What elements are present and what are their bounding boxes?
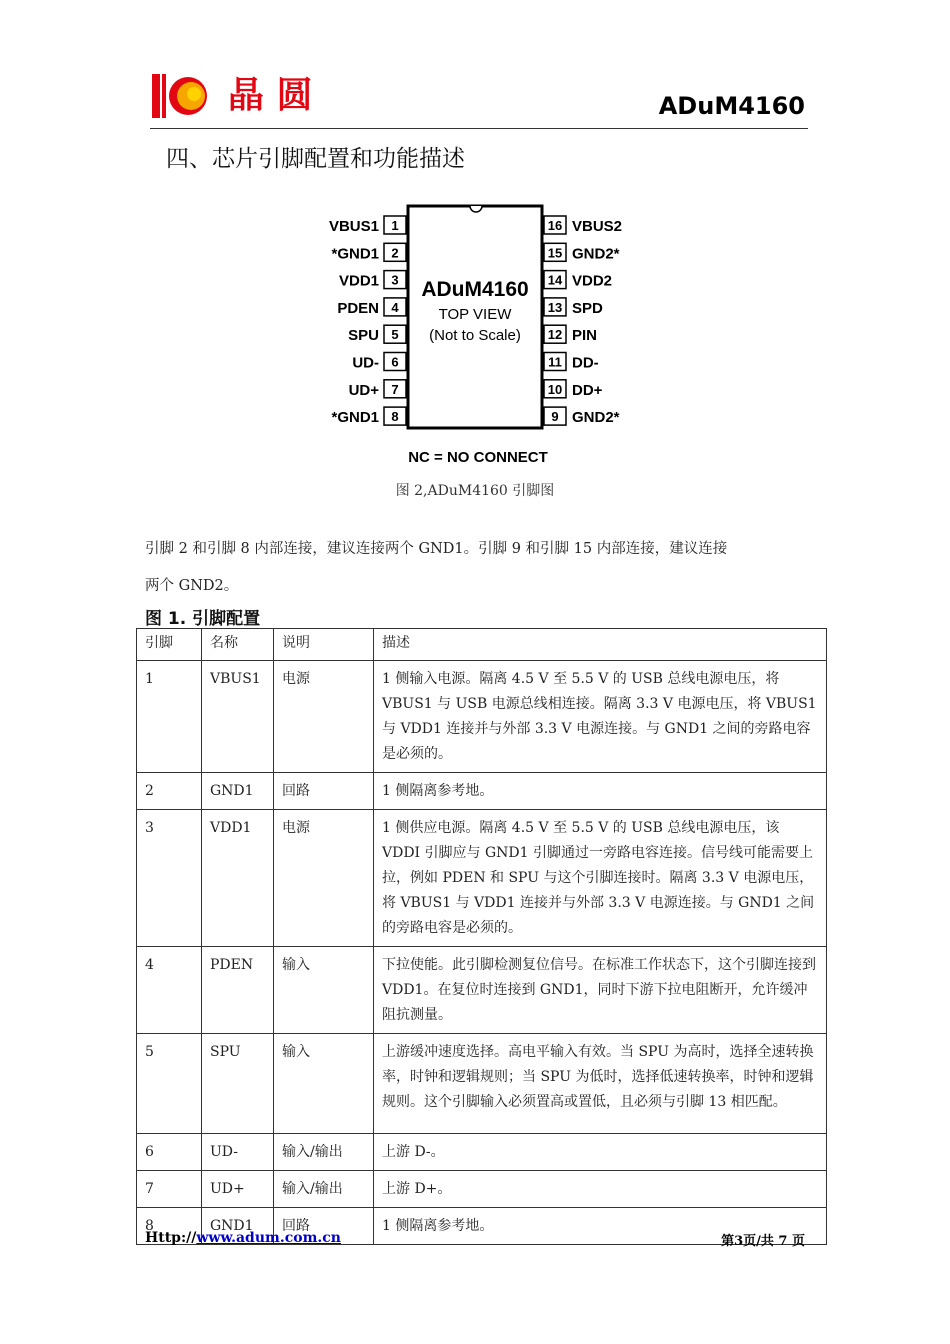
figure-caption: 图 2,ADuM4160 引脚图 <box>395 483 555 499</box>
cell-name: SPU <box>202 1034 274 1134</box>
cell-pin: 4 <box>137 947 202 1034</box>
cell-pin: 8 <box>137 1208 202 1245</box>
cell-type: 输入 <box>274 947 374 1034</box>
header-description: 描述 <box>374 629 827 661</box>
pin-number: 13 <box>547 299 563 315</box>
cell-type: 输入/输出 <box>274 1134 374 1171</box>
cell-name: UD- <box>202 1134 274 1171</box>
pin-label: SPU <box>348 327 379 345</box>
pin-label: DD+ <box>572 381 603 399</box>
pin-label: GND2* <box>572 409 620 427</box>
pin-number: 7 <box>391 381 399 397</box>
cell-pin: 1 <box>137 661 202 773</box>
pin-number: 4 <box>391 299 399 315</box>
body-paragraph-line-1: 引脚 2 和引脚 8 内部连接，建议连接两个 GND1。引脚 9 和引脚 15 内部连接，建议连接 <box>145 541 728 557</box>
cell-description: 上游 D-。 <box>374 1134 827 1171</box>
pin-label: VDD2 <box>572 272 613 290</box>
table-row <box>137 810 827 947</box>
pin-diagram <box>320 200 640 472</box>
chip-view-label: TOP VIEW <box>438 306 512 323</box>
pin-number: 10 <box>547 381 563 397</box>
table-header-row <box>137 629 827 661</box>
cell-type: 电源 <box>274 661 374 773</box>
cell-name: VDD1 <box>202 810 274 947</box>
logo-mark-icon <box>150 72 210 120</box>
pin-number: 5 <box>391 327 399 343</box>
pin-label: GND2* <box>572 245 620 263</box>
cell-description: 1 侧隔离参考地。 <box>374 1208 827 1245</box>
table-row <box>137 1034 827 1134</box>
table-caption: 图 1. 引脚配置 <box>145 609 261 629</box>
company-logo <box>150 72 340 120</box>
cell-pin: 6 <box>137 1134 202 1171</box>
chip-notch <box>470 206 482 212</box>
table-row <box>137 661 827 773</box>
cell-type: 输入/输出 <box>274 1171 374 1208</box>
footer-url-prefix: Http:// <box>145 1230 197 1246</box>
cell-pin: 3 <box>137 810 202 947</box>
pin-label: UD- <box>352 354 379 372</box>
footer-website <box>145 1230 341 1246</box>
cell-name: UD+ <box>202 1171 274 1208</box>
pin-number: 14 <box>547 272 563 288</box>
cell-pin: 2 <box>137 773 202 810</box>
cell-type: 回路 <box>274 1208 374 1245</box>
pin-number: 15 <box>547 245 563 261</box>
cell-name: GND1 <box>202 773 274 810</box>
pin-label: PIN <box>572 327 598 345</box>
chip-name: ADuM4160 <box>421 278 529 301</box>
table-row <box>137 947 827 1034</box>
pin-number: 8 <box>391 409 399 425</box>
pin-number: 3 <box>391 272 399 288</box>
cell-name: VBUS1 <box>202 661 274 773</box>
cell-name: PDEN <box>202 947 274 1034</box>
cell-description: 1 侧隔离参考地。 <box>374 773 827 810</box>
table-row <box>137 1171 827 1208</box>
cell-pin: 7 <box>137 1171 202 1208</box>
footer-url-link[interactable]: www.adum.com.cn <box>196 1230 341 1246</box>
chip-scale-note: (Not to Scale) <box>429 327 521 344</box>
header-type: 说明 <box>274 629 374 661</box>
table-row <box>137 773 827 810</box>
table-row <box>137 1134 827 1171</box>
cell-pin: 5 <box>137 1034 202 1134</box>
cell-description: 下拉使能。此引脚检测复位信号。在标准工作状态下，这个引脚连接到 VDD1。在复位时连接到 GND1，同时下游下拉电阻断开，允许缓冲阻抗测量。 <box>374 947 827 1034</box>
pin-number: 2 <box>391 245 399 261</box>
cell-description: 上游 D+。 <box>374 1171 827 1208</box>
pin-number: 1 <box>391 218 399 233</box>
header-divider <box>150 128 808 129</box>
pin-label: VBUS2 <box>572 218 623 235</box>
pin-number: 12 <box>547 327 563 343</box>
pin-label: VBUS1 <box>328 218 379 235</box>
cell-description: 1 侧输入电源。隔离 4.5 V 至 5.5 V 的 USB 总线电源电压，将 VBUS1 与 USB 电源总线相连接。隔离 3.3 V 电源电压，将 VBUS1 与 VDD1 连接并与外部 3.3 V 电源连接。与 GND1 之间的旁路电容是必须的。 <box>374 661 827 773</box>
logo-text: 晶 圆 <box>228 75 313 116</box>
pin-number: 6 <box>391 354 399 370</box>
cell-type: 回路 <box>274 773 374 810</box>
pin-label: DD- <box>572 354 599 372</box>
pin-label: SPD <box>572 299 603 317</box>
header-name: 名称 <box>202 629 274 661</box>
pin-config-table <box>136 628 827 1245</box>
cell-type: 电源 <box>274 810 374 947</box>
footer-page-number: 第3页/共 7 页 <box>721 1234 805 1249</box>
body-paragraph-line-2: 两个 GND2。 <box>145 578 239 594</box>
pin-label: PDEN <box>337 299 379 317</box>
cell-description: 上游缓冲速度选择。高电平输入有效。当 SPU 为高时，选择全速转换率，时钟和逻辑规则；当 SPU 为低时，选择低速转换率，时钟和逻辑规则。这个引脚输入必须置高或置低，且必须与引脚 13 相匹配。 <box>374 1034 827 1134</box>
pin-label: VDD1 <box>338 272 379 290</box>
pin-number: 16 <box>547 218 563 233</box>
cell-description: 1 侧供应电源。隔离 4.5 V 至 5.5 V 的 USB 总线电源电压，该 VDDI 引脚应与 GND1 引脚通过一旁路电容连接。信号线可能需要上拉，例如 PDEN 和 SPU 与这个引脚连接时。隔离 3.3 V 电源电压，将 VBUS1 与 VDD1 连接并与外部 3.3 V 电源连接。与 GND1 之间的旁路电容是必须的。 <box>374 810 827 947</box>
pin-number: 9 <box>551 409 559 425</box>
pin-number: 11 <box>548 354 562 370</box>
pin-label: *GND1 <box>331 245 379 263</box>
pin-label: *GND1 <box>331 409 379 427</box>
nc-footnote: NC = NO CONNECT <box>408 449 548 466</box>
header-pin: 引脚 <box>137 629 202 661</box>
pin-label: UD+ <box>348 381 379 399</box>
cell-name: GND1 <box>202 1208 274 1245</box>
header-model: ADuM4160 <box>658 92 805 120</box>
cell-type: 输入 <box>274 1034 374 1134</box>
section-title: 四、芯片引脚配置和功能描述 <box>166 146 465 172</box>
